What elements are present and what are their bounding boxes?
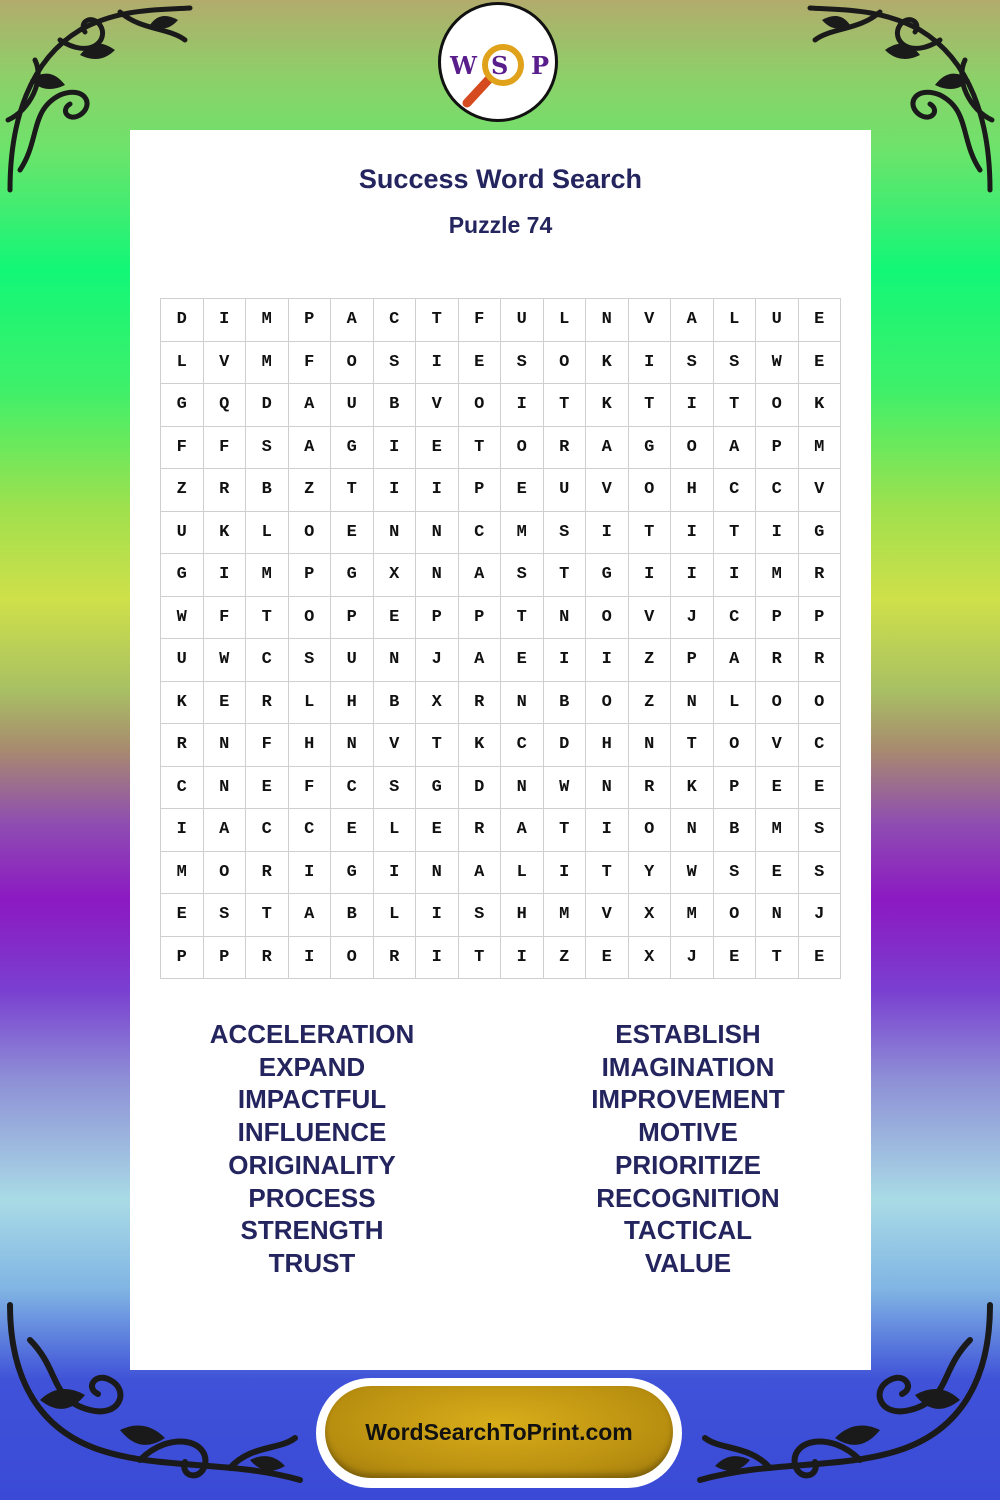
grid-cell[interactable]: C (714, 469, 757, 512)
grid-cell[interactable]: T (501, 597, 544, 640)
grid-cell[interactable]: K (799, 384, 842, 427)
grid-cell[interactable]: P (756, 597, 799, 640)
grid-cell[interactable]: E (799, 937, 842, 980)
word-list-item: ESTABLISH (615, 1019, 761, 1049)
grid-cell[interactable]: V (629, 597, 672, 640)
grid-cell[interactable]: S (459, 894, 502, 937)
grid-cell[interactable]: I (671, 512, 714, 555)
grid-cell[interactable]: T (331, 469, 374, 512)
grid-cell[interactable]: K (459, 724, 502, 767)
word-list-item: IMPROVEMENT (591, 1084, 785, 1115)
grid-cell[interactable]: P (416, 597, 459, 640)
grid-cell[interactable]: O (714, 724, 757, 767)
grid-cell[interactable]: N (416, 554, 459, 597)
grid-cell[interactable]: I (416, 469, 459, 512)
grid-cell[interactable]: U (161, 512, 204, 555)
grid-cell[interactable]: I (629, 554, 672, 597)
grid-cell[interactable]: M (799, 427, 842, 470)
grid-cell[interactable]: S (204, 894, 247, 937)
grid-cell[interactable]: A (714, 427, 757, 470)
grid-cell[interactable]: E (714, 937, 757, 980)
grid-cell[interactable]: O (629, 469, 672, 512)
grid-cell[interactable]: L (544, 299, 587, 342)
grid-cell[interactable]: A (204, 809, 247, 852)
grid-cell[interactable]: N (629, 724, 672, 767)
grid-cell[interactable]: E (501, 639, 544, 682)
word-list-item: IMPACTFUL (237, 1084, 387, 1115)
grid-cell[interactable]: L (501, 852, 544, 895)
grid-cell[interactable]: U (331, 384, 374, 427)
grid-cell[interactable]: B (544, 682, 587, 725)
grid-cell[interactable]: I (289, 852, 332, 895)
grid-cell[interactable]: S (714, 342, 757, 385)
grid-cell[interactable]: N (374, 639, 417, 682)
grid-cell[interactable]: R (246, 682, 289, 725)
grid-cell[interactable]: E (416, 427, 459, 470)
grid-cell[interactable]: M (671, 894, 714, 937)
grid-cell[interactable]: T (671, 724, 714, 767)
grid-cell[interactable]: E (459, 342, 502, 385)
grid-cell[interactable]: O (459, 384, 502, 427)
word-list-item: EXPAND (258, 1051, 366, 1082)
grid-cell[interactable]: P (459, 469, 502, 512)
grid-cell[interactable]: A (331, 299, 374, 342)
grid-cell[interactable]: T (459, 937, 502, 980)
grid-cell[interactable]: O (586, 682, 629, 725)
word-list-item: PRIORITIZE (615, 1149, 761, 1180)
grid-cell[interactable]: O (331, 937, 374, 980)
grid-cell[interactable]: C (246, 639, 289, 682)
grid-cell[interactable]: E (246, 767, 289, 810)
grid-cell[interactable]: N (671, 809, 714, 852)
grid-cell[interactable]: N (204, 724, 247, 767)
grid-cell[interactable]: M (544, 894, 587, 937)
grid-cell[interactable]: J (671, 937, 714, 980)
grid-cell[interactable]: F (246, 724, 289, 767)
grid-cell[interactable]: F (289, 767, 332, 810)
grid-cell[interactable]: O (799, 682, 842, 725)
site-link-button[interactable] (316, 1378, 682, 1488)
grid-cell[interactable]: X (629, 894, 672, 937)
grid-cell[interactable]: V (629, 299, 672, 342)
grid-cell[interactable]: S (246, 427, 289, 470)
puzzle-title: Success Word Search (358, 164, 643, 194)
grid-cell[interactable]: N (331, 724, 374, 767)
grid-cell[interactable]: R (246, 937, 289, 980)
grid-cell[interactable]: R (246, 852, 289, 895)
grid-cell[interactable]: T (544, 384, 587, 427)
grid-cell[interactable]: B (714, 809, 757, 852)
grid-cell[interactable]: R (161, 724, 204, 767)
grid-cell[interactable]: H (501, 894, 544, 937)
grid-cell[interactable]: A (289, 427, 332, 470)
grid-cell[interactable]: A (671, 299, 714, 342)
grid-cell[interactable]: H (331, 682, 374, 725)
grid-cell[interactable]: A (459, 554, 502, 597)
grid-cell[interactable]: I (586, 809, 629, 852)
grid-cell[interactable]: J (671, 597, 714, 640)
grid-cell[interactable]: E (586, 937, 629, 980)
grid-cell[interactable]: H (586, 724, 629, 767)
grid-cell[interactable]: D (544, 724, 587, 767)
grid-cell[interactable]: N (501, 682, 544, 725)
grid-cell[interactable]: P (714, 767, 757, 810)
puzzle-card (130, 130, 871, 1370)
grid-cell[interactable]: R (629, 767, 672, 810)
grid-cell[interactable]: D (246, 384, 289, 427)
site-link-label[interactable]: WordSearchToPrint.com (325, 1386, 673, 1478)
grid-cell[interactable]: A (289, 894, 332, 937)
grid-cell[interactable]: I (416, 937, 459, 980)
grid-cell[interactable]: C (714, 597, 757, 640)
grid-cell[interactable]: K (671, 767, 714, 810)
grid-cell[interactable]: V (586, 469, 629, 512)
grid-cell[interactable]: G (331, 427, 374, 470)
grid-cell[interactable]: S (799, 809, 842, 852)
grid-cell[interactable]: O (714, 894, 757, 937)
grid-cell[interactable]: B (374, 682, 417, 725)
grid-cell[interactable]: I (544, 639, 587, 682)
grid-cell[interactable]: N (204, 767, 247, 810)
grid-cell[interactable]: B (374, 384, 417, 427)
grid-cell[interactable]: G (586, 554, 629, 597)
grid-cell[interactable]: L (714, 299, 757, 342)
grid-cell[interactable]: X (374, 554, 417, 597)
grid-cell[interactable]: I (204, 554, 247, 597)
grid-cell[interactable]: P (756, 427, 799, 470)
word-list-item: RECOGNITION (596, 1182, 780, 1213)
grid-cell[interactable]: N (586, 767, 629, 810)
grid-cell[interactable]: E (756, 767, 799, 810)
grid-cell[interactable]: R (544, 427, 587, 470)
grid-cell[interactable]: I (501, 384, 544, 427)
grid-cell[interactable]: I (586, 512, 629, 555)
puzzle-subtitle: Puzzle 74 (448, 212, 553, 238)
grid-cell[interactable]: T (246, 597, 289, 640)
word-list-item: IMAGINATION (601, 1051, 775, 1082)
grid-cell[interactable]: L (289, 682, 332, 725)
grid-cell[interactable]: N (416, 512, 459, 555)
grid-cell[interactable]: J (799, 894, 842, 937)
grid-cell[interactable]: B (246, 469, 289, 512)
grid-cell[interactable]: W (756, 342, 799, 385)
grid-cell[interactable]: I (374, 427, 417, 470)
grid-cell[interactable]: F (459, 299, 502, 342)
word-list-item: INFLUENCE (237, 1117, 387, 1148)
grid-cell[interactable]: C (289, 809, 332, 852)
word-list-item: ORIGINALITY (228, 1149, 396, 1180)
grid-cell[interactable]: O (629, 809, 672, 852)
grid-cell[interactable]: W (161, 597, 204, 640)
grid-cell[interactable]: R (459, 809, 502, 852)
grid-cell[interactable]: T (714, 384, 757, 427)
letter-grid (160, 298, 841, 979)
grid-cell[interactable]: V (799, 469, 842, 512)
grid-cell[interactable]: S (501, 554, 544, 597)
grid-cell[interactable]: F (289, 342, 332, 385)
grid-cell[interactable]: G (331, 852, 374, 895)
grid-cell[interactable]: E (799, 299, 842, 342)
grid-cell[interactable]: T (586, 852, 629, 895)
grid-cell[interactable]: L (714, 682, 757, 725)
grid-cell[interactable]: I (161, 809, 204, 852)
grid-cell[interactable]: W (544, 767, 587, 810)
grid-cell[interactable]: A (501, 809, 544, 852)
grid-cell[interactable]: E (416, 809, 459, 852)
grid-cell[interactable]: P (671, 639, 714, 682)
grid-cell[interactable]: X (629, 937, 672, 980)
grid-cell[interactable]: V (374, 724, 417, 767)
grid-cell[interactable]: O (671, 427, 714, 470)
grid-cell[interactable]: A (289, 384, 332, 427)
grid-cell[interactable]: I (586, 639, 629, 682)
grid-cell[interactable]: B (331, 894, 374, 937)
grid-cell[interactable]: N (501, 767, 544, 810)
grid-cell[interactable]: G (629, 427, 672, 470)
grid-cell[interactable]: S (374, 342, 417, 385)
grid-cell[interactable]: K (161, 682, 204, 725)
grid-cell[interactable]: C (331, 767, 374, 810)
grid-cell[interactable]: N (671, 682, 714, 725)
grid-cell[interactable]: A (459, 639, 502, 682)
grid-cell[interactable]: Y (629, 852, 672, 895)
grid-cell[interactable]: K (586, 384, 629, 427)
grid-cell[interactable]: C (459, 512, 502, 555)
grid-cell[interactable]: T (459, 427, 502, 470)
grid-cell[interactable]: Q (204, 384, 247, 427)
grid-cell[interactable]: T (416, 299, 459, 342)
grid-cell[interactable]: A (714, 639, 757, 682)
grid-cell[interactable]: R (756, 639, 799, 682)
grid-cell[interactable]: C (374, 299, 417, 342)
grid-cell[interactable]: F (204, 427, 247, 470)
grid-cell[interactable]: P (289, 554, 332, 597)
grid-cell[interactable]: D (459, 767, 502, 810)
grid-cell[interactable]: P (204, 937, 247, 980)
grid-cell[interactable]: V (586, 894, 629, 937)
grid-cell[interactable]: M (756, 809, 799, 852)
word-list-item: ACCELERATION (209, 1019, 415, 1049)
grid-cell[interactable]: L (374, 809, 417, 852)
grid-cell[interactable]: C (246, 809, 289, 852)
grid-cell[interactable]: M (246, 299, 289, 342)
word-list-item: VALUE (644, 1247, 732, 1278)
grid-cell[interactable]: M (246, 342, 289, 385)
grid-cell[interactable]: U (331, 639, 374, 682)
grid-cell[interactable]: K (586, 342, 629, 385)
grid-cell[interactable]: S (671, 342, 714, 385)
grid-cell[interactable]: W (671, 852, 714, 895)
grid-cell[interactable]: E (501, 469, 544, 512)
grid-cell[interactable]: N (544, 597, 587, 640)
grid-cell[interactable]: I (416, 342, 459, 385)
grid-cell[interactable]: O (756, 384, 799, 427)
grid-cell[interactable]: R (799, 639, 842, 682)
grid-cell[interactable]: E (374, 597, 417, 640)
grid-cell[interactable]: T (544, 554, 587, 597)
grid-cell[interactable]: X (416, 682, 459, 725)
grid-cell[interactable]: S (501, 342, 544, 385)
grid-cell[interactable]: K (204, 512, 247, 555)
grid-cell[interactable]: O (204, 852, 247, 895)
grid-cell[interactable]: R (374, 937, 417, 980)
grid-cell[interactable]: Z (544, 937, 587, 980)
grid-cell[interactable]: E (331, 809, 374, 852)
grid-cell[interactable]: O (756, 682, 799, 725)
grid-cell[interactable]: Z (289, 469, 332, 512)
grid-cell[interactable]: I (416, 894, 459, 937)
grid-cell[interactable]: J (416, 639, 459, 682)
grid-cell[interactable]: E (331, 512, 374, 555)
grid-cell[interactable]: T (416, 724, 459, 767)
grid-cell[interactable]: R (799, 554, 842, 597)
grid-cell[interactable]: P (459, 597, 502, 640)
grid-cell[interactable]: A (459, 852, 502, 895)
grid-cell[interactable]: E (756, 852, 799, 895)
grid-cell[interactable]: I (671, 384, 714, 427)
grid-cell[interactable]: H (289, 724, 332, 767)
grid-cell[interactable]: O (289, 597, 332, 640)
grid-cell[interactable]: M (756, 554, 799, 597)
grid-cell[interactable]: I (756, 512, 799, 555)
grid-cell[interactable]: U (756, 299, 799, 342)
word-list-item: TRUST (268, 1247, 356, 1278)
grid-cell[interactable]: G (799, 512, 842, 555)
grid-cell[interactable]: T (246, 894, 289, 937)
grid-cell[interactable]: Z (161, 469, 204, 512)
grid-cell[interactable]: A (586, 427, 629, 470)
grid-cell[interactable]: R (459, 682, 502, 725)
grid-cell[interactable]: I (374, 469, 417, 512)
grid-cell[interactable]: I (289, 937, 332, 980)
grid-cell[interactable]: V (204, 342, 247, 385)
grid-cell[interactable]: S (799, 852, 842, 895)
grid-cell[interactable]: M (161, 852, 204, 895)
grid-cell[interactable]: I (501, 937, 544, 980)
logo-letter-w: W (450, 51, 477, 80)
grid-cell[interactable]: L (246, 512, 289, 555)
grid-cell[interactable]: T (544, 809, 587, 852)
grid-cell[interactable]: G (331, 554, 374, 597)
grid-cell[interactable]: C (501, 724, 544, 767)
grid-cell[interactable]: G (161, 384, 204, 427)
grid-cell[interactable]: R (204, 469, 247, 512)
grid-cell[interactable]: L (374, 894, 417, 937)
grid-cell[interactable]: Z (629, 639, 672, 682)
grid-cell[interactable]: V (416, 384, 459, 427)
grid-cell[interactable]: C (161, 767, 204, 810)
grid-cell[interactable]: E (799, 342, 842, 385)
grid-cell[interactable]: I (629, 342, 672, 385)
grid-cell[interactable]: P (331, 597, 374, 640)
grid-cell[interactable]: F (161, 427, 204, 470)
grid-cell[interactable]: U (501, 299, 544, 342)
grid-cell[interactable]: N (756, 894, 799, 937)
grid-cell[interactable]: C (756, 469, 799, 512)
grid-cell[interactable]: I (544, 852, 587, 895)
word-list-item: STRENGTH (240, 1215, 384, 1246)
logo-letter-s: S (491, 51, 509, 80)
grid-cell[interactable]: H (671, 469, 714, 512)
site-logo (438, 2, 558, 122)
word-list-item: MOTIVE (638, 1117, 738, 1148)
grid-cell[interactable]: C (799, 724, 842, 767)
grid-cell[interactable]: T (629, 384, 672, 427)
grid-cell[interactable]: S (714, 852, 757, 895)
word-list-right (538, 1018, 838, 1280)
grid-cell[interactable]: I (671, 554, 714, 597)
grid-cell[interactable]: F (204, 597, 247, 640)
grid-cell[interactable]: P (289, 299, 332, 342)
grid-cell[interactable]: P (799, 597, 842, 640)
grid-cell[interactable]: Z (629, 682, 672, 725)
grid-cell[interactable]: S (544, 512, 587, 555)
grid-cell[interactable]: O (331, 342, 374, 385)
grid-cell[interactable]: W (204, 639, 247, 682)
grid-cell[interactable]: U (544, 469, 587, 512)
grid-cell[interactable]: N (374, 512, 417, 555)
grid-cell[interactable]: G (161, 554, 204, 597)
grid-cell[interactable]: T (629, 512, 672, 555)
grid-cell[interactable]: T (756, 937, 799, 980)
grid-cell[interactable]: U (161, 639, 204, 682)
word-list-item: TACTICAL (623, 1215, 753, 1246)
grid-cell[interactable]: I (204, 299, 247, 342)
grid-cell[interactable]: G (416, 767, 459, 810)
grid-cell[interactable]: O (544, 342, 587, 385)
grid-cell[interactable]: E (204, 682, 247, 725)
grid-cell[interactable]: L (161, 342, 204, 385)
grid-cell[interactable]: D (161, 299, 204, 342)
grid-cell[interactable]: O (501, 427, 544, 470)
grid-cell[interactable]: E (799, 767, 842, 810)
grid-cell[interactable]: P (161, 937, 204, 980)
grid-cell[interactable]: I (714, 554, 757, 597)
grid-cell[interactable]: N (416, 852, 459, 895)
grid-cell[interactable]: M (246, 554, 289, 597)
grid-cell[interactable]: I (374, 852, 417, 895)
grid-cell[interactable]: V (756, 724, 799, 767)
grid-cell[interactable]: O (586, 597, 629, 640)
logo-letter-p: P (531, 51, 550, 80)
grid-cell[interactable]: S (289, 639, 332, 682)
grid-cell[interactable]: E (161, 894, 204, 937)
grid-cell[interactable]: M (501, 512, 544, 555)
grid-cell[interactable]: N (586, 299, 629, 342)
grid-cell[interactable]: T (714, 512, 757, 555)
grid-cell[interactable]: O (289, 512, 332, 555)
grid-cell[interactable]: S (374, 767, 417, 810)
word-list-left (162, 1018, 462, 1280)
word-list-item: PROCESS (248, 1182, 376, 1213)
